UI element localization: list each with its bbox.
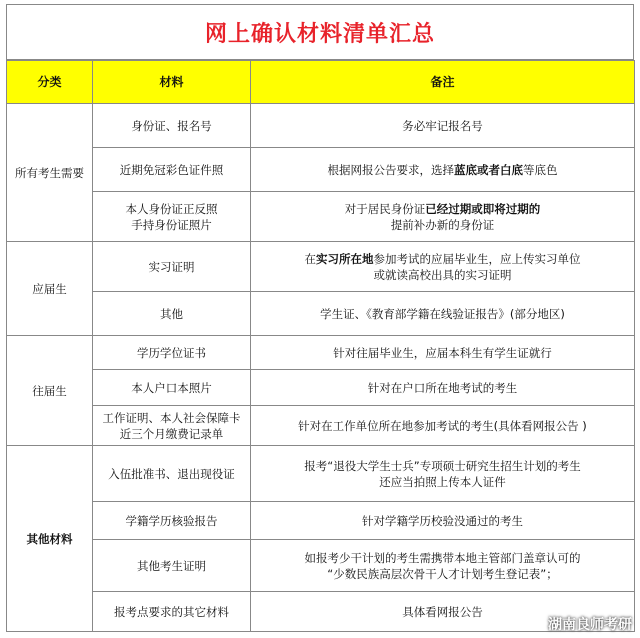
material-cell [93,192,251,242]
material-cell: 身份证、报名号 [93,104,251,148]
note-text: 参加考试的应届毕业生，应上传实习单位 [373,251,581,266]
table-row [7,292,635,336]
material-cell [93,406,251,446]
table-row [7,446,635,502]
material-cell: 学籍学历核验报告 [93,502,251,540]
material-cell: 入伍批准书、退出现役证 [93,446,251,502]
note-cell: 具体看网报公告 [251,592,635,632]
note-emphasis: 蓝底或者白底 [454,162,523,177]
table-row [7,406,635,446]
group-past-graduates: 往届生 [7,336,93,446]
note-text: 在 [304,251,316,266]
note-cell: 针对往届毕业生，应届本科生有学生证就行 [251,336,635,370]
table-row [7,336,635,370]
material-line: 工作证明、本人社会保障卡 [102,410,241,425]
table-row [7,104,635,148]
header-row [7,61,635,104]
note-text: 提前补办新的身份证 [390,217,495,232]
material-cell: 其他考生证明 [93,540,251,592]
note-emphasis: 已经过期或即将过期的 [425,201,541,216]
header-note: 备注 [251,61,635,104]
note-cell: 务必牢记报名号 [251,104,635,148]
note-cell: 针对学籍学历校验没通过的考生 [251,502,635,540]
table-row [7,192,635,242]
group-other-materials: 其他材料 [7,446,93,632]
note-text: 如报考少干计划的考生需携带本地主管部门盖章认可的 [304,550,581,565]
header-category: 分类 [7,61,93,104]
material-cell: 本人户口本照片 [93,370,251,406]
note-text: 根据网报公告要求，选择 [327,162,454,177]
material-cell: 近期免冠彩色证件照 [93,148,251,192]
material-list-sheet [6,4,634,634]
note-text: 报考“退役大学生士兵”专项硕士研究生招生计划的考生 [304,458,581,473]
table-row [7,540,635,592]
header-material: 材料 [93,61,251,104]
material-cell: 报考点要求的其它材料 [93,592,251,632]
note-text: 或就读高校出具的实习证明 [373,267,512,282]
note-cell [251,540,635,592]
sheet-title: 网上确认材料清单汇总 [6,4,634,60]
note-cell [251,242,635,292]
note-cell: 针对在户口所在地考试的考生 [251,370,635,406]
note-cell [251,192,635,242]
group-fresh-graduates: 应届生 [7,242,93,336]
material-line: 近三个月缴费记录单 [119,426,224,441]
note-cell: 学生证、《教育部学籍在线验证报告》(部分地区) [251,292,635,336]
note-cell: 针对在工作单位所在地参加考试的考生(具体看网报公告 ) [251,406,635,446]
material-cell: 其他 [93,292,251,336]
table-row [7,370,635,406]
note-text: “少数民族高层次骨干人才计划考生登记表”； [327,566,558,581]
note-emphasis: 实习所在地 [316,251,374,266]
table-row [7,148,635,192]
material-table [6,60,635,632]
table-row [7,592,635,632]
note-text: 等底色 [523,162,558,177]
group-all-candidates: 所有考生需要 [7,104,93,242]
material-cell: 学历学位证书 [93,336,251,370]
table-row [7,502,635,540]
note-text: 对于居民身份证 [344,201,426,216]
material-line: 手持身份证照片 [131,217,212,232]
note-cell [251,446,635,502]
table-row [7,242,635,292]
watermark-text: 湖南良师考研 [548,617,632,633]
material-line: 本人身份证正反照 [125,201,218,216]
note-cell [251,148,635,192]
material-cell: 实习证明 [93,242,251,292]
note-text: 还应当拍照上传本人证件 [379,474,506,489]
